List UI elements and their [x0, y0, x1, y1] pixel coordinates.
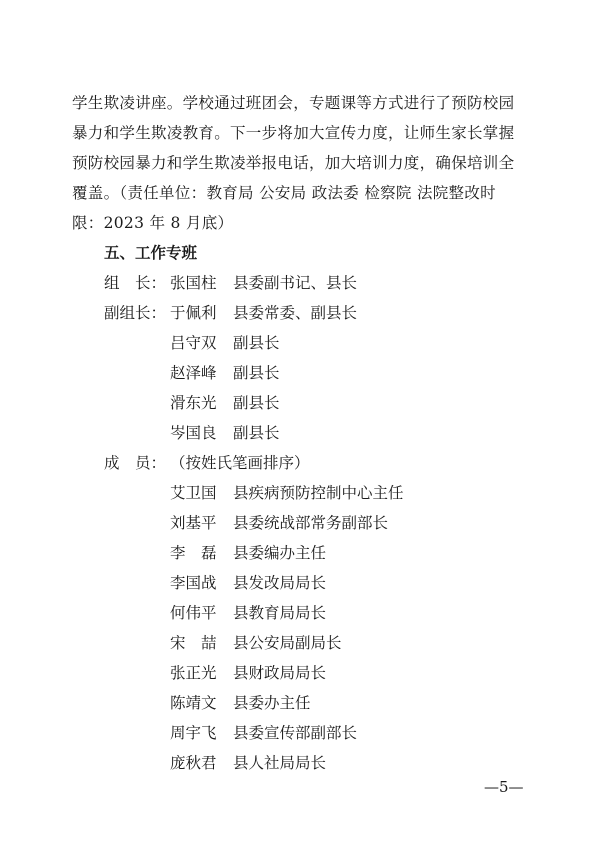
roster-row-deputy — [0, 328, 595, 358]
roster-role: 副组长： — [104, 304, 167, 322]
members-header-row — [0, 448, 595, 478]
roster-name: 张国柱 — [170, 274, 217, 292]
roster-title: 副县长 — [233, 364, 280, 382]
member-name: 何伟平 — [170, 604, 217, 622]
members-ordering-note: （按姓氏笔画排序） — [170, 454, 310, 472]
paragraph-line: 限：2023 年 8 月底） — [72, 214, 234, 232]
member-title: 县人社局局长 — [233, 754, 327, 772]
member-name: 艾卫国 — [170, 484, 217, 502]
work-group-roster — [0, 268, 595, 778]
member-title: 县疾病预防控制中心主任 — [233, 484, 404, 502]
roster-name: 岑国良 — [170, 424, 217, 442]
section-heading: 五、工作专班 — [104, 244, 198, 262]
roster-row-deputy — [0, 358, 595, 388]
paragraph-line: 预防校园暴力和学生欺凌举报电话，加大培训力度，确保培训全 — [72, 154, 515, 172]
member-row — [0, 748, 595, 778]
roster-row-deputy — [0, 388, 595, 418]
member-name: 刘基平 — [170, 514, 217, 532]
member-name: 周宇飞 — [170, 724, 217, 742]
paragraph-line: 暴力和学生欺凌教育。下一步将加大宣传力度，让师生家长掌握 — [72, 124, 515, 142]
member-title: 县委编办主任 — [233, 544, 327, 562]
roster-title: 副县长 — [233, 334, 280, 352]
member-name: 李国战 — [170, 574, 217, 592]
member-title: 县委宣传部副部长 — [233, 724, 358, 742]
member-title: 县公安局副局长 — [233, 634, 342, 652]
paragraph-line: 覆盖。（责任单位：教育局 公安局 政法委 检察院 法院整改时 — [72, 184, 496, 202]
member-name: 李 磊 — [170, 544, 217, 562]
member-name: 陈靖文 — [170, 694, 217, 712]
roster-title: 县委副书记、县长 — [233, 274, 358, 292]
roster-row-deputy — [0, 298, 595, 328]
roster-title: 副县长 — [233, 394, 280, 412]
paragraph-line: 学生欺凌讲座。学校通过班团会，专题课等方式进行了预防校园 — [72, 94, 515, 112]
member-title: 县发改局局长 — [233, 574, 327, 592]
member-name: 宋 喆 — [170, 634, 217, 652]
roster-title: 县委常委、副县长 — [233, 304, 358, 322]
member-row — [0, 508, 595, 538]
roster-name: 滑东光 — [170, 394, 217, 412]
roster-role: 组 长： — [104, 274, 167, 292]
roster-title: 副县长 — [233, 424, 280, 442]
member-row — [0, 478, 595, 508]
member-title: 县教育局局长 — [233, 604, 327, 622]
member-row — [0, 718, 595, 748]
roster-name: 赵泽峰 — [170, 364, 217, 382]
body-paragraph — [72, 88, 522, 238]
roster-row-deputy — [0, 418, 595, 448]
roster-name: 于佩利 — [170, 304, 217, 322]
member-title: 县财政局局长 — [233, 664, 327, 682]
member-name: 庞秋君 — [170, 754, 217, 772]
member-title: 县委办主任 — [233, 694, 311, 712]
page-number: —5— — [484, 778, 524, 796]
roster-name: 吕守双 — [170, 334, 217, 352]
member-row — [0, 658, 595, 688]
members-label: 成 员： — [104, 454, 167, 472]
member-title: 县委统战部常务副部长 — [233, 514, 389, 532]
member-row — [0, 538, 595, 568]
member-row — [0, 568, 595, 598]
member-row — [0, 598, 595, 628]
member-row — [0, 688, 595, 718]
member-name: 张正光 — [170, 664, 217, 682]
member-row — [0, 628, 595, 658]
roster-row-leader — [0, 268, 595, 298]
